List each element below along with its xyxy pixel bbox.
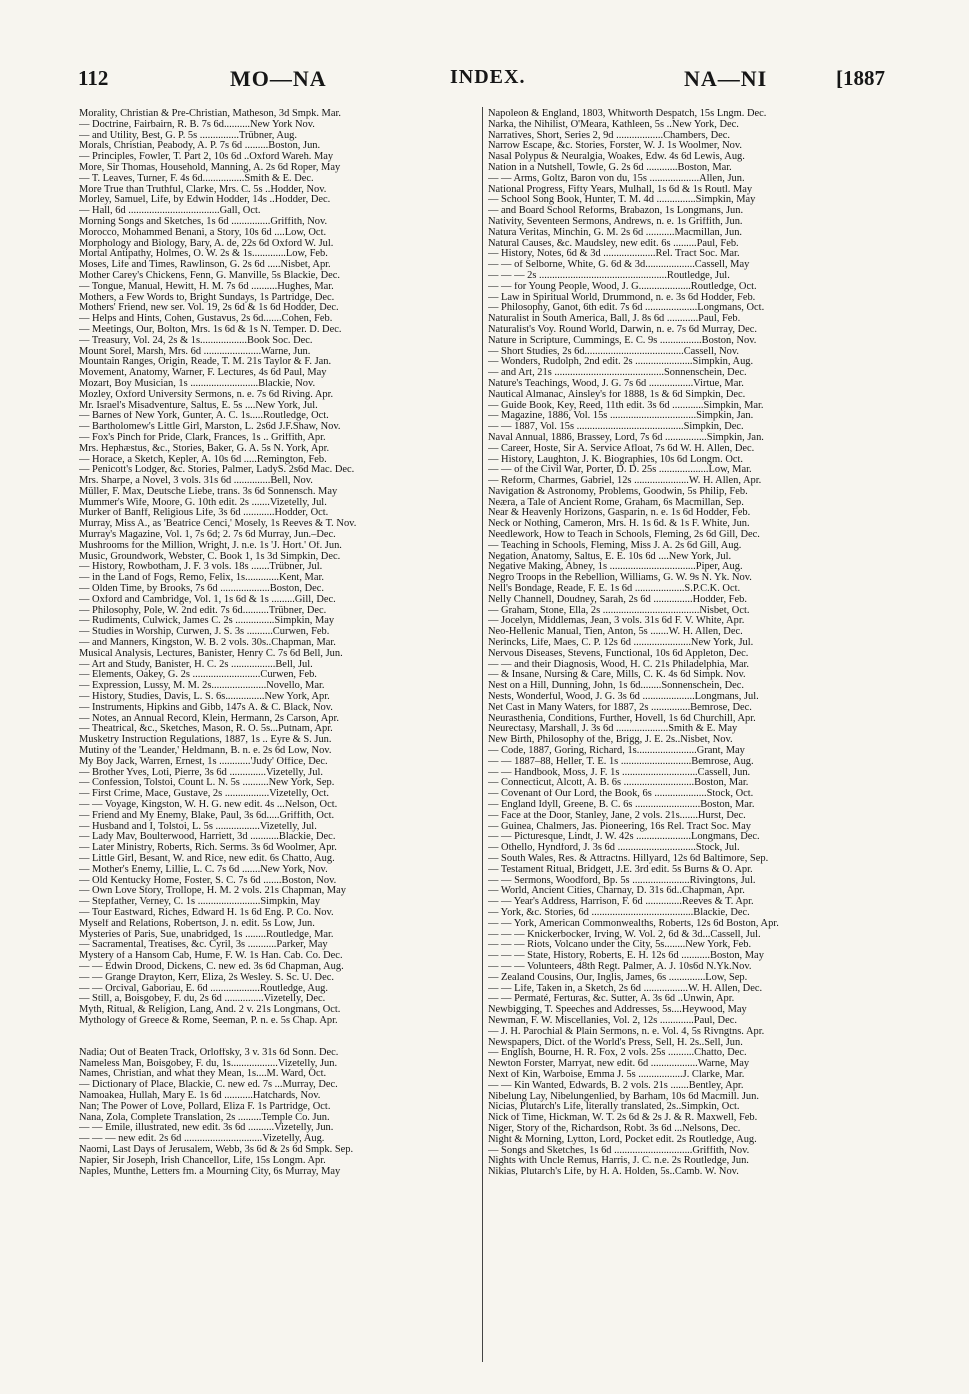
index-entry: — Friend and My Enemy, Blake, Paul, 3s 6d.....Griffith, Oct. [79, 810, 335, 821]
index-entry: — Elements, Oakey, G. 2s ..........................Curwen, Feb. [79, 670, 317, 681]
index-entry: — Principles, Fowler, T. Part 2, 10s 6d ..Oxford Wareh. May [79, 152, 334, 163]
index-entry: — History, Notes, 6d & 3d ....................Rel. Tract Soc. Mar. [488, 249, 740, 260]
index-entry: — in the Land of Fogs, Remo, Felix, 1s.............Kent, Mar. [79, 573, 324, 584]
index-entry: Naturalist in South America, Ball, J. 8s 6d ............Paul, Feb. [488, 314, 741, 325]
index-entry: Mushrooms for the Million, Wright, J. n.e. 1s 'J. Hort.' Of. Jun. [79, 540, 342, 551]
index-entry: Negation, Anatomy, Saltus, E. E. 10s 6d ....New York, Jul. [488, 551, 732, 562]
index-entry: New Birth, Philosophy of the, Brigg, J. E. 2s..Nisbet, Nov. [488, 735, 733, 746]
index-entry: — Connecticut, Alcott, A. B. 6s ...........................Boston, Mar. [488, 778, 749, 789]
index-entry: — Later Ministry, Roberts, Rich. Serms. 3s 6d Woolmer, Apr. [79, 843, 337, 854]
column-divider [482, 107, 483, 1362]
index-entry: — — Orcival, Gaboriau, E. 6d ...................Routledge, Aug. [79, 983, 329, 994]
index-entry: — — 1887, Vol. 15s .........................................Simpkin, Dec. [488, 422, 744, 433]
index-entry: Near & Heavenly Horizons, Gasparin, n. e. 1s 6d Hodder, Feb. [488, 508, 751, 519]
index-entry: Newton Forster, Marryat, new edit. 6d ..................Warne, May [488, 1059, 750, 1070]
index-entry: Morley, Samuel, Life, by Edwin Hodder, 14s ..Hodder, Dec. [79, 195, 331, 206]
index-entry: Narka, the Nihilist, O'Meara, Kathleen, 5s ..New York, Dec. [488, 119, 739, 130]
index-entry: — Magazine, 1886, Vol. 15s .................................Simpkin, Jan. [488, 411, 754, 422]
index-entry: Nan; The Power of Love, Pollard, Eliza F. 1s Partridge, Oct. [79, 1101, 331, 1112]
index-entry: — Zealand Cousins, Our, Inglis, James, 6s ..............Low, Sep. [488, 972, 748, 983]
index-entry: — Reform, Charmes, Gabriel, 12s .....................W. H. Allen, Apr. [488, 476, 762, 487]
index-entry: Morals, Christian, Peabody, A. P. 7s 6d .........Boston, Jun. [79, 141, 321, 152]
index-entry: Neck or Nothing, Cameron, Mrs. H. 1s 6d. & 1s F. White, Jun. [488, 519, 750, 530]
running-head-right: NA—NI [684, 66, 768, 91]
index-entry: Natural Causes, &c. Maudsley, new edit. 6s .........Paul, Feb. [488, 238, 739, 249]
index-entry: Names, Christian, and what they Mean, 1s....M. Ward, Oct. [79, 1069, 327, 1080]
year-label: [1887 [836, 66, 885, 90]
index-entry: Namoakea, Hullah, Mary E. 1s 6d ...........Hatchards, Nov. [79, 1090, 321, 1101]
index-entry: Nation in a Nutshell, Towle, G. 2s 6d ............Boston, Mar. [488, 162, 732, 173]
index-entry: — — and their Diagnosis, Wood, H. C. 21s Philadelphia, Mar. [488, 659, 750, 670]
index-entry: Mummer's Wife, Moore, G. 10th edit. 2s .......Vizetelly, Jul. [79, 497, 327, 508]
index-entry: — Notes, an Annual Record, Klein, Hermann, 2s Carson, Apr. [79, 713, 340, 724]
index-entry: — Treasury, Vol. 24, 2s & 1s..................Book Soc. Dec. [79, 335, 313, 346]
index-entry: — J. H. Parochial & Plain Sermons, n. e. Vol. 4, 5s Rivngtns. Apr. [488, 1026, 765, 1037]
index-entry: Napoleon & England, 1803, Whitworth Despatch, 15s Lngm. Dec. [488, 109, 767, 119]
index-entry: Morality, Christian & Pre-Christian, Matheson, 3d Smpk. Mar. [79, 109, 341, 119]
index-entry: Nautical Almanac, Ainsley's for 1888, 1s & 6d Simpkin, Dec. [488, 389, 746, 400]
index-entry: — — — Volunteers, 48th Regt. Palmer, A. J. 10s6d N.Yk.Nov. [488, 961, 752, 972]
index-entry: Morning Songs and Sketches, 1s 6d ...............Griffith, Nov. [79, 216, 328, 227]
index-entry: — Guide Book, Key, Reed, 11th edit. 3s 6d ............Simpkin, Mar. [488, 400, 764, 411]
index-entry: — Stepfather, Verney, C. 1s ........................Simpkin, May [79, 897, 321, 908]
index-entry: Movement, Anatomy, Warner, F. Lectures, 4s 6d Paul, May [79, 368, 327, 379]
index-entry: Mrs. Hephæstus, &c., Stories, Baker, G. A. 5s N. York, Apr. [79, 443, 330, 454]
index-entry: — — Permaté, Ferturas, &c. Sutter, A. 3s 6d ..Unwin, Apr. [488, 994, 735, 1005]
index-entry: Nest on a Hill, Dunning, John, 1s 6d........Sonnenschein, Dec. [488, 681, 744, 692]
index-entry: — — — Riots, Volcano under the City, 5s........New York, Feb. [488, 940, 752, 951]
index-entry: — Fox's Pinch for Pride, Clark, Frances, 1s .. Griffith, Apr. [79, 432, 326, 443]
index-entry: — Tongue, Manual, Hewitt, H. M. 7s 6d ..........Hughes, Mar. [79, 281, 334, 292]
index-entry: Nerincks, Life, Maes, C. P. 12s 6d ......................New York, Jul. [488, 638, 754, 649]
index-entry: More True than Truthful, Clarke, Mrs. C. 5s ..Hodder, Nov. [79, 184, 327, 195]
index-entry: Nameless Man, Boisgobey, F. du, 1s..................Vizetelly, Jun. [79, 1058, 338, 1069]
index-entry: Murray, Miss A., as 'Beatrice Cenci,' Mosely, 1s Reeves & T. Nov. [79, 519, 357, 530]
index-entry: — and Board School Reforms, Brabazon, 1s Longmans, Jun. [488, 206, 744, 217]
index-entry: — History, Rowbotham, J. F. 3 vols. 18s .......Trübner, Jul. [79, 562, 323, 573]
index-entry: — — for Young People, Wood, J. G....................Routledge, Oct. [488, 281, 757, 292]
index-entry: — — Year's Address, Harrison, F. 6d ..............Reeves & T. Apr. [488, 897, 754, 908]
index-entry: — History, Studies, Davis, L. S. 6s...............New York, Apr. [79, 692, 330, 703]
index-entry: — — 1887–88, Heller, T. E. 1s ...........................Bemrose, Aug. [488, 756, 754, 767]
index-entry: Mozley, Oxford University Sermons, n. e. 7s 6d Riving. Apr. [79, 389, 334, 400]
index-entry: Natura Veritas, Minchin, G. M. 2s 6d ...........Macmillan, Jun. [488, 227, 743, 238]
index-entry: Naomi, Last Days of Jerusalem, Webb, 3s 6d & 2s 6d Smpk. Sep. [79, 1144, 354, 1155]
index-entry: — and Utility, Best, G. P. 5s ...............Trübner, Aug. [79, 130, 298, 141]
page-header [78, 66, 894, 96]
index-entry: — — Sermons, Woodford, Bp. 5s ......................Rivingtons, Jul. [488, 875, 756, 886]
index-entry: Mutiny of the 'Leander,' Heldmann, B. n. e. 2s 6d Low, Nov. [79, 746, 332, 757]
index-entry: Mothers, a Few Words to, Bright Sundays, 1s Partridge, Dec. [79, 292, 335, 303]
index-entry: Mythology of Greece & Rome, Seeman, P. n. e. 5s Chap. Apr. [79, 1015, 338, 1026]
index-entry: — First Crime, Mace, Gustave, 2s .................Vizetelly, Oct. [79, 789, 330, 800]
index-entry: — Theatrical, &c., Sketches, Mason, R. O. 5s...Putnam, Apr. [79, 724, 333, 735]
index-entry: Mystery of a Hansom Cab, Hume, F. W. 1s Han. Cab. Co. Dec. [79, 951, 343, 962]
index-entry: Neo-Hellenic Manual, Tien, Anton, 5s .......W. H. Allen, Dec. [488, 627, 743, 638]
index-entry: — Brother Yves, Loti, Pierre, 3s 6d ..............Vizetelly, Jul. [79, 767, 323, 778]
index-entry: Murray's Magazine, Vol. 1, 7s 6d; 2. 7s 6d Murray, Jun.–Dec. [79, 530, 336, 541]
index-entry: — Instruments, Hipkins and Gibb, 147s A. & C. Black, Nov. [79, 702, 333, 713]
index-entry: Nikias, Plutarch's Life, by H. A. Holden, 5s..Camb. W. Nov. [488, 1167, 739, 1178]
index-entry: Mount Sorel, Marsh, Mrs. 6d ......................Warne, Jun. [79, 346, 311, 357]
index-entry: — — Grange Drayton, Kerr, Eliza, 2s Wesley. S. Sc. U. Dec. [79, 972, 334, 983]
index-entry: More, Sir Thomas, Household, Manning, A. 2s 6d Roper, May [79, 162, 341, 173]
index-entry: — Wonders, Rudolph, 2nd edit. 2s ......................Simpkin, Aug. [488, 357, 754, 368]
index-entry: — Philosophy, Pole, W. 2nd edit. 7s 6d..........Trübner, Dec. [79, 605, 327, 616]
index-entry: — Covenant of Our Lord, the Book, 6s ....................Stock, Oct. [488, 789, 754, 800]
index-entry: Nervous Diseases, Stevens, Functional, 10s 6d Appleton, Dec. [488, 648, 749, 659]
index-entry: Mountain Ranges, Origin, Reade, T. M. 21s Taylor & F. Jan. [79, 357, 332, 368]
index-entry: — Face at the Door, Stanley, Jane, 2 vols. 21s.......Hurst, Dec. [488, 810, 746, 821]
index-entry: — — — State, History, Roberts, E. H. 12s 6d ...........Boston, May [488, 951, 764, 962]
index-entry: — — Life, Taken in, a Sketch, 2s 6d .................W. H. Allen, Dec. [488, 983, 763, 994]
index-entry: — Mother's Enemy, Lillie, L. C. 7s 6d .......New York, Nov. [79, 864, 328, 875]
index-entry: — — of Selborne, White, G. 6d & 3d...................Cassell, May [488, 260, 750, 271]
index-entry: Nibelung Lay, Nibelungenlied, by Barham, 10s 6d Macmill. Jun. [488, 1091, 759, 1102]
right-column [488, 109, 892, 1178]
index-entry: Night & Morning, Lytton, Lord, Pocket edit. 2s Routledge, Aug. [488, 1134, 757, 1145]
index-entry: Net Cast in Many Waters, for 1887, 2s ...............Bemrose, Dec. [488, 702, 752, 713]
index-entry: — T. Leaves, Turner, F. 4s 6d................Smith & E. Dec. [79, 173, 314, 184]
index-entry: — — — Knickerbocker, Irving, W. Vol. 2, 6d & 3d...Cassell, Jul. [488, 929, 761, 940]
index-entry: — Confession, Tolstoi, Count L. N. 5s ..........New York, Sep. [79, 778, 335, 789]
page-number: 112 [78, 66, 109, 90]
index-entry: — Teaching in Schools, Fleming, Miss J. A. 2s 6d Gill, Aug. [488, 540, 742, 551]
index-entry: — Sacramental, Treatises, &c. Cyril, 3s ...........Parker, May [79, 940, 328, 951]
index-entry: — Penicott's Lodger, &c. Stories, Palmer, LadyS. 2s6d Mac. Dec. [79, 465, 355, 476]
running-head-left: MO—NA [230, 66, 327, 91]
index-entry: — Graham, Stone, Ella, 2s .....................................Nisbet, Oct. [488, 605, 750, 616]
index-entry: Narrow Escape, &c. Stories, Forster, W. J. 1s Woolmer, Nov. [488, 141, 743, 152]
index-entry: Naples, Munthe, Letters fm. a Mourning City, 6s Murray, May [79, 1166, 341, 1177]
index-entry: Neæra, a Tale of Ancient Rome, Graham, 6s Macmillan, Sep. [488, 497, 744, 508]
index-entry: — Hall, 6d ...................................Gall, Oct. [79, 206, 261, 217]
index-entry: Niger, Story of the, Richardson, Robt. 3s 6d ...Nelsons, Dec. [488, 1123, 741, 1134]
index-entry: Neurectasy, Marshall, J. 3s 6d ....................Smith & E. May [488, 724, 738, 735]
index-entry: — Art and Study, Banister, H. C. 2s .................Bell, Jul. [79, 659, 313, 670]
index-entry: — Rudiments, Culwick, James C. 2s ...............Simpkin, May [79, 616, 335, 627]
index-entry: — Law in Spiritual World, Drummond, n. e. 3s 6d Hodder, Feb. [488, 292, 756, 303]
index-entry: — Career, Hoste, Sir A. Service Afloat, 7s 6d W. H. Allen, Dec. [488, 443, 755, 454]
index-entry: Musketry Instruction Regulations, 1887, 1s .. Eyre & S. Jun. [79, 735, 332, 746]
index-entry: Nights with Uncle Remus, Harris, J. C. n.e. 2s Routledge, Jun. [488, 1156, 749, 1167]
index-entry: — Tour Eastward, Riches, Edward H. 1s 6d Eng. P. Co. Nov. [79, 907, 334, 918]
index-entry: Nadia; Out of Beaten Track, Orloffsky, 3 v. 31s 6d Sonn. Dec. [79, 1047, 339, 1058]
page-title: INDEX. [450, 66, 526, 88]
index-entry: — Own Love Story, Trollope, H. M. 2 vols. 21s Chapman, May [79, 886, 346, 897]
index-entry: — Barnes of New York, Gunter, A. C. 1s.....Routledge, Oct. [79, 411, 329, 422]
index-entry: — Doctrine, Fairbairn, R. B. 7s 6d..........New York Nov. [79, 119, 315, 130]
index-entry: — Testament Ritual, Bridgett, J.E. 3rd edit. 5s Burns & O. Apr. [488, 864, 753, 875]
index-entry: — Expression, Lussy, M. M. 2s.....................Novello, Mar. [79, 681, 325, 692]
index-entry: Mothers' Friend, new ser. Vol. 19, 2s 6d & 1s 6d Hodder, Dec. [79, 303, 339, 314]
index-entry: — Othello, Hyndford, J. 3s 6d ..............................Stock, Jul. [488, 843, 740, 854]
index-entry: Moses, Life and Times, Rawlinson, G. 2s 6d .....Nisbet, Apr. [79, 260, 331, 271]
index-entry: Narratives, Short, Series 2, 9d ..................Chambers, Dec. [488, 130, 731, 141]
index-entry: — Guinea, Chalmers, Jas. Pioneering, 16s Rel. Tract Soc. May [488, 821, 751, 832]
index-entry: Musical Analysis, Lectures, Banister, Henry C. 7s 6d Bell, Jun. [79, 648, 343, 659]
index-entry: Myth, Ritual, & Religion, Lang, And. 2 v. 21s Longmans, Oct. [79, 1005, 341, 1016]
index-entry: Nick of Time, Hickman, W. T. 2s 6d & 2s J. & R. Maxwell, Feb. [488, 1113, 758, 1124]
index-entry: — Olden Time, by Brooks, 7s 6d ...................Boston, Dec. [79, 584, 325, 595]
index-entry: — Still, a, Boisgobey, F. du, 2s 6d ...............Vizetelly, Dec. [79, 994, 326, 1005]
index-entry: Negro Troops in the Rebellion, Williams, G. W. 9s N. Yk. Nov. [488, 573, 752, 584]
index-entry: — and Art, 21s ..........................................Sonnenschein, Dec. [488, 368, 747, 379]
index-entry: Nests, Wonderful, Wood, J. G. 3s 6d ....................Longmans, Jul. [488, 692, 759, 703]
left-column [79, 109, 483, 1177]
index-entry: Napier, Sir Joseph, Irish Chancellor, Life, 15s Longm. Apr. [79, 1155, 326, 1166]
index-entry: — World, Ancient Cities, Charnay, D. 31s 6d..Chapman, Apr. [488, 886, 745, 897]
index-entry: — Meetings, Our, Bolton, Mrs. 1s 6d & 1s N. Temper. D. Dec. [79, 324, 342, 335]
index-entry: — Lady Mav, Boulterwood, Harriett, 3d ...........Blackie, Dec. [79, 832, 336, 843]
index-entry: — — Edwin Drood, Dickens, C. new ed. 3s 6d Chapman, Aug. [79, 961, 344, 972]
index-entry: — English, Bourne, H. R. Fox, 2 vols. 25s ..........Chatto, Dec. [488, 1048, 747, 1059]
index-entry: — — Kin Wanted, Edwards, B. 2 vols. 21s .......Bentley, Apr. [488, 1080, 744, 1091]
index-entry: — Jocelyn, Middlemas, Jean, 3 vols. 31s 6d F. V. White, Apr. [488, 616, 745, 627]
index-entry: Nasal Polypus & Neuralgia, Woakes, Edw. 4s 6d Lewis, Aug. [488, 152, 745, 163]
index-entry: — & Insane, Nursing & Care, Mills, C. K. 4s 6d Simpk. Nov. [488, 670, 746, 681]
index-entry: — Studies in Worship, Curwen, J. S. 3s ..........Curwen, Feb. [79, 627, 330, 638]
index-entry: — History, Laughton, J. K. Biographies, 10s 6d Longm. Oct. [488, 454, 744, 465]
index-entry: Music, Groundwork, Webster, C. Book 1, 1s 3d Simpkin, Dec. [79, 551, 341, 562]
index-entry: Müller, F. Max, Deutsche Liebe, trans. 3s 6d Sonnensch. May [79, 486, 338, 497]
index-entry: — Dictionary of Place, Blackie, C. new ed. 7s ...Murray, Dec. [79, 1080, 338, 1091]
index-entry: Needlework, How to Teach in Schools, Fleming, 2s 6d Gill, Dec. [488, 530, 760, 541]
section-gap [79, 1027, 483, 1048]
index-entry: — — Voyage, Kingston, W. H. G. new edit. 4s ...Nelson, Oct. [79, 800, 338, 810]
index-entry: — — York, American Commonwealths, Roberts, 12s 6d Boston, Apr. [488, 918, 779, 929]
index-entry: Naturalist's Voy. Round World, Darwin, n. e. 7s 6d Murray, Dec. [488, 324, 757, 335]
index-entry: — Helps and Hints, Cohen, Gustavus, 2s 6d.......Cohen, Feb. [79, 314, 333, 325]
index-entry: — Little Girl, Besant, W. and Rice, new edit. 6s Chatto, Aug. [79, 853, 335, 864]
index-entry: Mrs. Sharpe, a Novel, 3 vols. 31s 6d ..............Bell, Nov. [79, 476, 313, 487]
index-entry: — — Handbook, Moss, J. F. 1s .............................Cassell, Jun. [488, 767, 751, 778]
index-entry: Next of Kin, Warboise, Emma J. 5s .................J. Clarke, Mar. [488, 1069, 745, 1080]
index-entry: Nativity, Seventeen Sermons, Andrews, n. e. 1s Griffith, Jun. [488, 216, 743, 227]
index-entry: Morphology and Biology, Bary, A. de, 22s 6d Oxford W. Jul. [79, 238, 334, 249]
index-entry: — — — 2s .................................................Routledge, Jul. [488, 270, 730, 281]
index-entry: — and Manners, Kingston, W. B. 2 vols. 30s..Chapman, Mar. [79, 638, 336, 649]
index-entry: — York, &c. Stories, 6d .......................................Blackie, Dec. [488, 907, 750, 918]
index-entry: Mysteries of Paris, Sue, unabridged, 1s ........Routledge, Mar. [79, 929, 334, 940]
index-entry: My Boy Jack, Warren, Ernest, 1s ............'Judy' Office, Dec. [79, 756, 328, 767]
index-entry: Newspapers, Dict. of the World's Press, Sell, H. 2s..Sell, Jun. [488, 1037, 743, 1048]
index-entry: Newbigging, T. Speeches and Addresses, 5s....Heywood, May [488, 1005, 747, 1016]
index-entry: Myself and Relations, Robertson, J. n. edit. 5s Low, Jun. [79, 918, 315, 929]
index-entry: — Philosophy, Ganot, 6th edit. 7s 6d ....................Longmans, Oct. [488, 303, 765, 314]
index-entry: Mother Carey's Chickens, Fenn, G. Manville, 5s Blackie, Dec. [79, 270, 341, 281]
index-entry: — Songs and Sketches, 1s 6d ..............................Griffith, Nov. [488, 1145, 750, 1156]
index-entry: — — Picturesque, Lindt, J. W. 42s .....................Longmans, Dec. [488, 832, 760, 843]
index-entry: — Short Studies, 2s 6d......................................Cassell, Nov. [488, 346, 739, 357]
index-entry: Negative Making, Abney, 1s .................................Piper, Aug. [488, 562, 743, 573]
index-entry: National Progress, Fifty Years, Mulhall, 1s 6d & 1s Routl. May [488, 184, 753, 195]
index-entry: Mr. Israel's Misadventure, Saltus, E. 5s ....New York, Jul. [79, 400, 318, 411]
index-entry: Neurasthenia, Conditions, Further, Hovell, 1s 6d Churchill, Apr. [488, 713, 756, 724]
index-entry: Newman, F. W. Miscellanies, Vol. 2, 12s .............Paul, Dec. [488, 1015, 737, 1026]
index-entry: — School Song Book, Hunter, T. M. 4d ...............Simpkin, May [488, 195, 756, 206]
index-entry: — South Wales, Res. & Attractns. Hillyard, 12s 6d Baltimore, Sep. [488, 853, 769, 864]
index-entry: Murker of Banff, Religious Life, 3s 6d ............Hodder, Oct. [79, 508, 329, 519]
index-entry: — Husband and I, Tolstoi, L. 5s .................Vizetelly, Jul. [79, 821, 317, 832]
index-entry: — Horace, a Sketch, Kepler, A. 10s 6d .....Remington, Feb. [79, 454, 327, 465]
index-entry: Nature in Scripture, Cummings, E. C. 9s ................Boston, Nov. [488, 335, 757, 346]
index-entry: — Oxford and Cambridge, Vol. 1, 1s 6d & 1s .........Gill, Dec. [79, 594, 336, 605]
index-entry: Nicias, Plutarch's Life, literally translated, 2s..Simpkin, Oct. [488, 1102, 740, 1113]
index-entry: Nature's Teachings, Wood, J. G. 7s 6d .................Virtue, Mar. [488, 378, 744, 389]
index-entry: Navigation & Astronomy, Problems, Goodwin, 5s Philip, Feb. [488, 486, 748, 497]
index-entry: — England Idyll, Greene, B. C. 6s .........................Boston, Mar. [488, 800, 755, 810]
index-entry: Nana, Zola, Complete Translation, 2s .........Temple Co. Jun. [79, 1112, 330, 1123]
index-entry: Morocco, Mohammed Benani, a Story, 10s 6d ....Low, Oct. [79, 227, 327, 238]
index-entry: Nelly Channell, Doudney, Sarah, 2s 6d ...............Hodder, Feb. [488, 594, 747, 605]
index-entry: Nell's Bondage, Reade, F. E. 1s 6d ...................S.P.C.K. Oct. [488, 584, 741, 595]
index-entry: — — Emile, illustrated, new edit. 3s 6d ..........Vizetelly, Jun. [79, 1123, 334, 1134]
index-entry: — — Arms, Goltz, Baron von du, 15s ...................Allen, Jun. [488, 173, 745, 184]
index-entry: Naval Annual, 1886, Brassey, Lord, 7s 6d ................Simpkin, Jan. [488, 432, 764, 443]
index-entry: Mortal Antipathy, Holmes, O. W. 2s & 1s.............Low, Feb. [79, 249, 328, 260]
index-entry: Mozart, Boy Musician, 1s ..........................Blackie, Nov. [79, 378, 316, 389]
index-entry: — Bartholomew's Little Girl, Marston, L. 2s6d J.F.Shaw, Nov. [79, 422, 341, 433]
index-entry: — Old Kentucky Home, Foster, S. C. 7s 6d .......Boston, Nov. [79, 875, 337, 886]
index-entry: — Code, 1887, Goring, Richard, 1s.......................Grant, May [488, 746, 745, 757]
index-entry: — — of the Civil War, Porter, D. D. 25s ...................Low, Mar. [488, 465, 752, 476]
index-entry: — — — new edit. 2s 6d ..............................Vizetelly, Aug. [79, 1134, 325, 1145]
